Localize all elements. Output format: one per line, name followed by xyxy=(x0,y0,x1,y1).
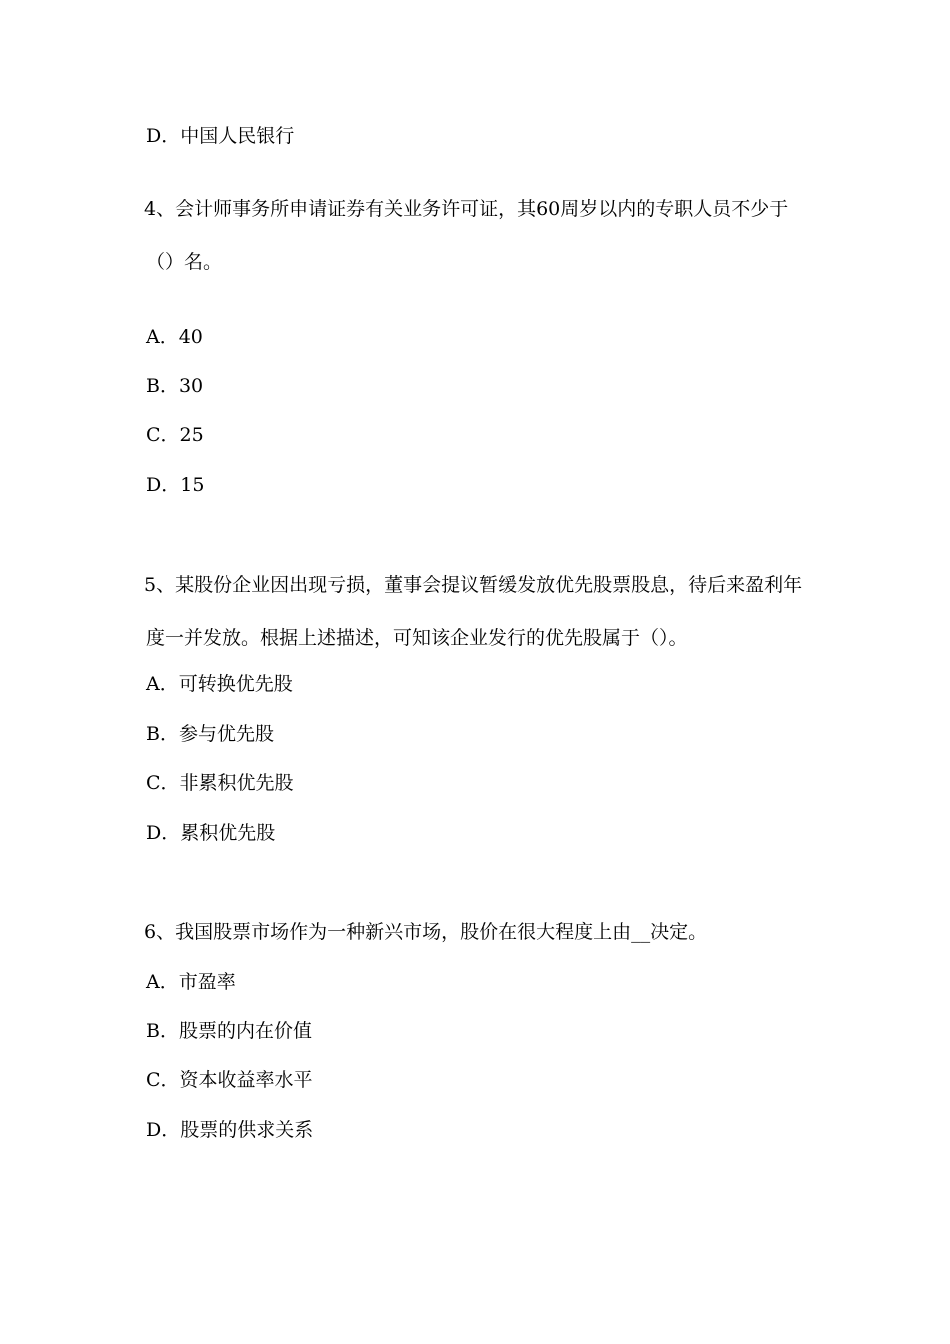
q5-option-d: D．累积优先股 xyxy=(146,822,276,844)
q4-stem-line2: （）名。 xyxy=(146,251,223,273)
q6-option-b: B．股票的内在价值 xyxy=(146,1020,312,1042)
q5-stem-line1: 5、某股份企业因出现亏损，董事会提议暂缓发放优先股票股息，待后来盈利年 xyxy=(144,574,803,596)
q5-option-b: B．参与优先股 xyxy=(146,723,274,745)
q4-stem-line1: 4、会计师事务所申请证券有关业务许可证，其60周岁以内的专职人员不少于 xyxy=(144,198,789,220)
q4-option-b: B．30 xyxy=(146,375,204,397)
q4-option-d: D．15 xyxy=(146,474,205,496)
q5-stem-line2: 度一并发放。根据上述描述，可知该企业发行的优先股属于（）。 xyxy=(146,627,688,649)
q5-option-c: C．非累积优先股 xyxy=(146,772,294,794)
q3-option-d: D．中国人民银行 xyxy=(146,125,295,147)
q6-option-d: D．股票的供求关系 xyxy=(146,1119,314,1141)
q6-stem: 6、我国股票市场作为一种新兴市场，股价在很大程度上由__决定。 xyxy=(144,921,708,943)
q5-option-a: A．可转换优先股 xyxy=(146,673,293,695)
q4-option-c: C．25 xyxy=(146,424,204,446)
q4-option-a: A．40 xyxy=(146,326,203,348)
q6-option-a: A．市盈率 xyxy=(146,971,236,993)
q6-option-c: C．资本收益率水平 xyxy=(146,1069,313,1091)
